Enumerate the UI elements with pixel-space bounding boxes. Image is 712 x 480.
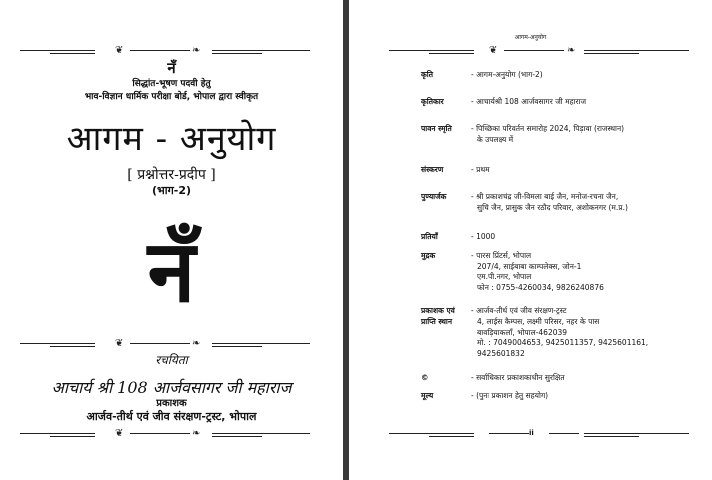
middle-ornament-rule: ❦ ❧ xyxy=(20,338,310,350)
book-part: (भाग-2) xyxy=(151,184,192,197)
left-page xyxy=(0,0,343,480)
om-symbol-large: नँ xyxy=(147,221,196,322)
page-number: ii xyxy=(529,429,534,437)
right-bottom-ornament-rule xyxy=(389,428,689,440)
publisher-name: आर्जव-तीर्थ एवं जीव संरक्षण-ट्रस्ट, भोपाल xyxy=(86,410,257,423)
om-symbol-small: नँ xyxy=(167,59,176,77)
bottom-ornament-rule: ❦ ❧ xyxy=(20,428,310,440)
book-tagline: [ प्रश्नोत्तर-प्रदीप ] xyxy=(127,167,216,183)
book-title: आगम - अनुयोग xyxy=(66,119,277,159)
right-page: आगम-अनुयोग ❦ ❧ कृति - आगम-अनुयोग (भाग-2) कृतिकार - आचार्यश्री 108 आर्जवसागर जी महाराज पावन स्मृति - पिच्छिका परिवर्तन समारोह 2024, पिड़ावा (राजस्थान) के उपलक्ष्य में संस्करण - प्रथम पुण्यार्जक - श्री प्रकाशचंद्र जी-विमला बाई जैन, मनोज-रचना जैन, सुचि जैन, प्रासुक जैन रठौद परिवार, अशोकनगर (म.प्र.) प्रतियाँ - 1000 मुद्रक - पारस प्रिंटर्स, भोपाल 207/4, साईबाबा काम्पलेक्स, जोन-1 एम.पी.नगर, भोपाल फोन : 0755-4260034, 9826240876 प्रकाशक एवं - आर्जव-तीर्थ एवं जीव संरक्षण-ट्रस्ट प्राप्ति स्थान 4, लाईस कैम्पस, लक्ष्मी परिसर, नहर के पास बावड़ियाकलाँ, भोपाल-462039 मो. : 7049004653, 9425011357, 9425601161, 9425601832 © - सर्वाधिकार प्रकाशकाधीन सुरक्षित मूल्य - (पुनः प्रकाशन हेतु सहयोग) ii xyxy=(349,0,712,480)
subtitle-line-2: भाव-विज्ञान धार्मिक परीक्षा बोर्ड, भोपाल द्वारा स्वीकृत xyxy=(84,92,259,102)
right-top-ornament-rule: ❦ ❧ xyxy=(389,45,689,57)
top-ornament-rule: ❦ ❧ xyxy=(20,45,310,57)
author-name: आचार्य श्री 108 आर्जवसागर जी महाराज xyxy=(51,378,292,397)
publisher-label: प्रकाशक xyxy=(156,398,187,409)
running-header: आगम-अनुयोग xyxy=(514,34,547,41)
subtitle-line-1: सिद्धांत-भूषण पदवी हेतु xyxy=(132,79,211,89)
author-label: रचयिता xyxy=(155,353,188,367)
